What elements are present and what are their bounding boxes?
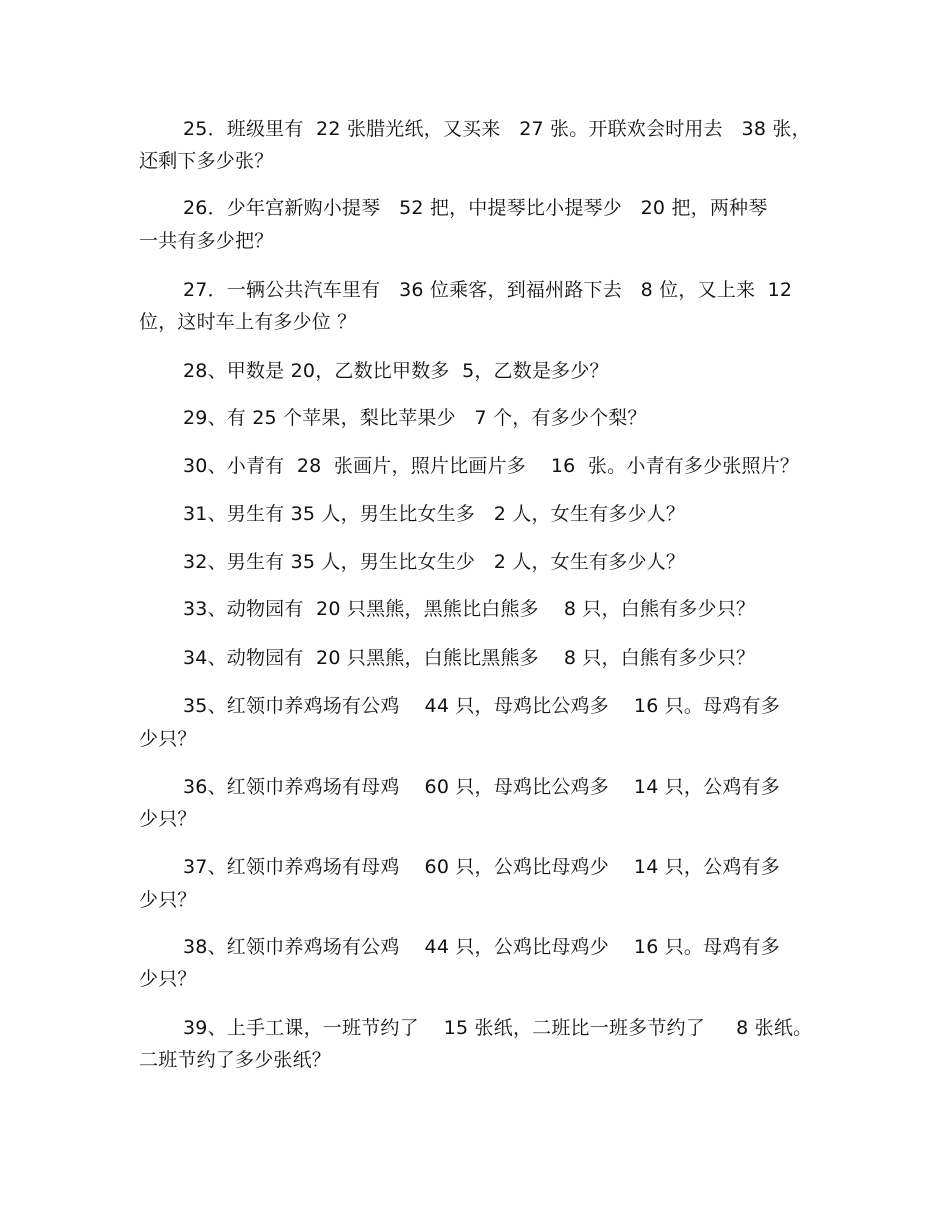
- problem-line: 位，这时车上有多少位 ？: [139, 311, 357, 333]
- problem-line: 少只？: [139, 808, 197, 830]
- problem-line: 少只？: [139, 889, 197, 911]
- problem-line: 少只？: [139, 968, 197, 990]
- problem-line: 27．一辆公共汽车里有 36 位乘客，到福州路下去 8 位，又上来 12: [183, 279, 793, 301]
- problem-line: 31、男生有 35 人，男生比女生多 2 人，女生有多少人？: [183, 503, 686, 525]
- problem-line: 还剩下多少张？: [139, 150, 274, 172]
- problem-line: 34、动物园有 20 只黑熊，白熊比黑熊多 8 只，白熊有多少只？: [183, 647, 756, 669]
- problem-line: 35、红领巾养鸡场有公鸡 44 只，母鸡比公鸡多 16 只。母鸡有多: [183, 695, 780, 717]
- problem-line: 38、红领巾养鸡场有公鸡 44 只，公鸡比母鸡少 16 只。母鸡有多: [183, 936, 780, 958]
- problem-line: 二班节约了多少张纸？: [139, 1049, 332, 1071]
- problem-line: 25．班级里有 22 张腊光纸，又买来 27 张。开联欢会时用去 38 张，: [183, 118, 811, 140]
- problem-line: 39、上手工课，一班节约了 15 张纸，二班比一班多节约了 8 张纸。: [183, 1017, 813, 1039]
- problem-line: 一共有多少把？: [139, 230, 274, 252]
- problem-line: 30、小青有 28 张画片，照片比画片多 16 张。小青有多少张照片？: [183, 455, 800, 477]
- problem-line: 28、甲数是 20，乙数比甲数多 5，乙数是多少？: [183, 360, 609, 382]
- problem-line: 32、男生有 35 人，男生比女生少 2 人，女生有多少人？: [183, 551, 686, 573]
- problem-line: 36、红领巾养鸡场有母鸡 60 只，母鸡比公鸡多 14 只，公鸡有多: [183, 776, 780, 798]
- problem-line: 26．少年宫新购小提琴 52 把，中提琴比小提琴少 20 把，两种琴: [183, 197, 768, 219]
- problem-line: 29、有 25 个苹果，梨比苹果少 7 个，有多少个梨？: [183, 407, 647, 429]
- problem-line: 33、动物园有 20 只黑熊，黑熊比白熊多 8 只，白熊有多少只？: [183, 598, 756, 620]
- problem-line: 少只？: [139, 728, 197, 750]
- problem-line: 37、红领巾养鸡场有母鸡 60 只，公鸡比母鸡少 14 只，公鸡有多: [183, 856, 780, 878]
